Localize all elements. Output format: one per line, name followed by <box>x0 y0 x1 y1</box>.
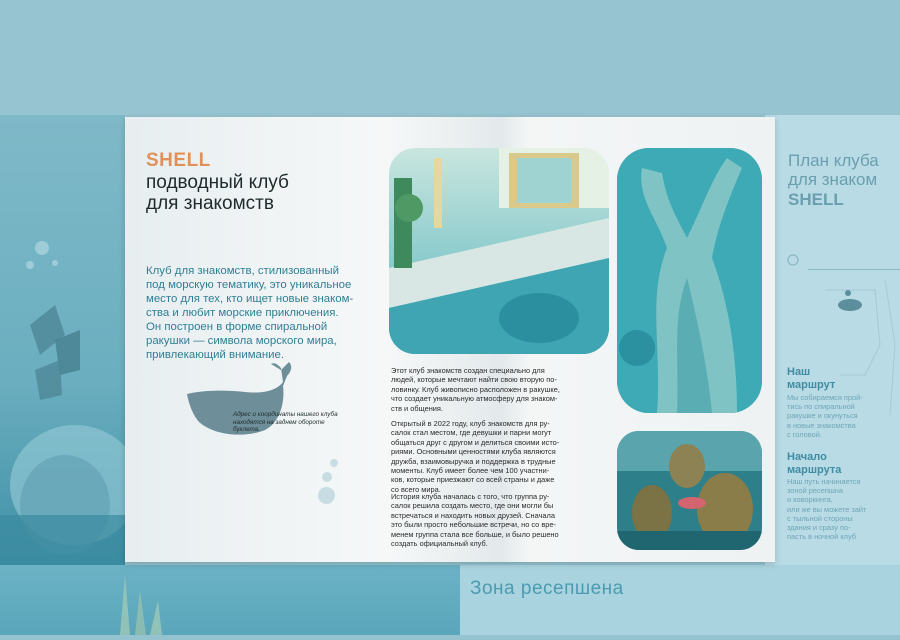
start-heading <box>787 451 841 477</box>
intro-line: под морскую тематику, это уникальное <box>146 279 352 291</box>
paragraph-line: ловинку. Клуб живописно расположен в ракушке, <box>391 384 560 394</box>
intro-line: Клуб для знакомств, стилизованный <box>146 265 339 277</box>
headline-line: подводный клуб <box>146 172 289 193</box>
paragraph-line: История клуба началась с того, что группа ру- <box>391 492 550 501</box>
start-text-line: пасть в ночной клуб <box>787 532 856 542</box>
paragraph-line: что создает уникальную атмосферу для знаком- <box>391 394 558 404</box>
start-heading-line: Начало <box>787 451 827 463</box>
start-heading-line: маршрута <box>787 464 842 476</box>
paragraph-line: Этот клуб знакомств создан специально для <box>391 366 545 375</box>
plan-title-brand: SHELL <box>788 190 844 209</box>
intro-line: ракушки — символа морского мира, <box>146 335 337 347</box>
coral-render-image <box>617 148 762 413</box>
route-heading-line: маршрут <box>787 379 836 391</box>
start-text-line: и коворкинга, <box>787 495 833 505</box>
paragraph-line: салок решила создать место, где они могли бы <box>391 501 554 511</box>
bubble-decoration <box>322 472 332 482</box>
paragraph-line: ков, которые приезжают со всей страны и даже <box>391 475 555 485</box>
route-text-line: в новые знакомства <box>787 420 856 430</box>
top-background <box>0 0 900 115</box>
paragraph-line: встречаться и находить новых друзей. Сначала <box>391 510 555 520</box>
plan-title-line: для знаком <box>788 170 878 189</box>
start-text-line: здания и сразу по- <box>787 523 851 533</box>
intro-text <box>146 264 374 362</box>
paragraph-line: ств и общения. <box>391 403 443 413</box>
route-text <box>787 393 897 439</box>
brand-title: SHELL <box>146 150 211 171</box>
swing-chairs-image <box>617 431 762 550</box>
paragraph-line: риями. Основными ценностями клуба являются <box>391 447 556 457</box>
intro-line: ства и любит морские приключения. <box>146 307 339 319</box>
interior-photo-lounge <box>389 148 609 354</box>
seaweed-illustration <box>0 115 125 565</box>
intro-line: Он построен в форме спиральной <box>146 321 328 333</box>
seaweed-bottom-illustration <box>0 565 460 635</box>
intro-line: место для тех, кто ищет новые знаком- <box>146 293 354 305</box>
headline-line: для знакомств <box>146 193 274 214</box>
start-text-line: или же вы можете зайт <box>787 504 867 514</box>
interior-render-image <box>389 148 609 354</box>
paragraph-line: менем группа стала все больше, и было решено <box>391 529 559 539</box>
paragraph-line: людей, которые мечтают найти свою вторую по- <box>391 375 557 385</box>
paragraph-line: создать официальный клуб. <box>391 539 488 549</box>
paragraph-line: салок стал местом, где девушки и парни могут <box>391 428 552 438</box>
bubble-decoration <box>330 459 338 467</box>
paragraph-line: дружба, взаимовыручка и поддержка в трудные <box>391 456 556 466</box>
paragraph-line: со всего мира. <box>391 484 441 494</box>
paragraph-line: общаться друг с другом и делиться своими исто- <box>391 437 560 447</box>
start-text-line: зоной ресепшна <box>787 486 843 496</box>
start-text <box>787 477 897 541</box>
plan-title-line: План клуба <box>788 151 879 170</box>
route-text-line: Мы собираемся прой- <box>787 393 863 402</box>
route-text-line: с головой. <box>787 429 822 439</box>
paragraph-line: моменты. Клуб имеет более чем 100 участни- <box>391 466 550 476</box>
route-heading <box>787 366 835 392</box>
paragraph-line: это были просто небольшие встречи, но со вре- <box>391 520 556 530</box>
route-text-line: ракушке и окунуться <box>787 411 858 421</box>
whale-note: Адрес и координаты нашего клуба находятся на заднем обороте буклета. <box>233 411 338 433</box>
zone-title: Зона ресепшена <box>470 578 624 599</box>
paragraph-values <box>391 419 606 494</box>
intro-line: привлекающий внимание. <box>146 349 285 361</box>
route-heading-line: Наш <box>787 366 811 378</box>
plan-divider <box>808 269 900 270</box>
interior-photo-coral <box>617 148 762 413</box>
underwater-scene-left <box>0 115 125 565</box>
route-text-line: тись по спиральной <box>787 402 855 412</box>
start-text-line: с тыльной стороны <box>787 513 853 523</box>
bubble-decoration <box>318 487 335 504</box>
start-text-line: Наш путь начинается <box>787 477 861 486</box>
next-page-strip <box>460 565 900 635</box>
paragraph-line: Открытый в 2022 году, клуб знакомств для ру- <box>391 419 550 428</box>
paragraph-history <box>391 492 606 548</box>
paragraph-intro <box>391 366 606 413</box>
headline <box>146 172 366 214</box>
interior-photo-swing-chairs <box>617 431 762 550</box>
